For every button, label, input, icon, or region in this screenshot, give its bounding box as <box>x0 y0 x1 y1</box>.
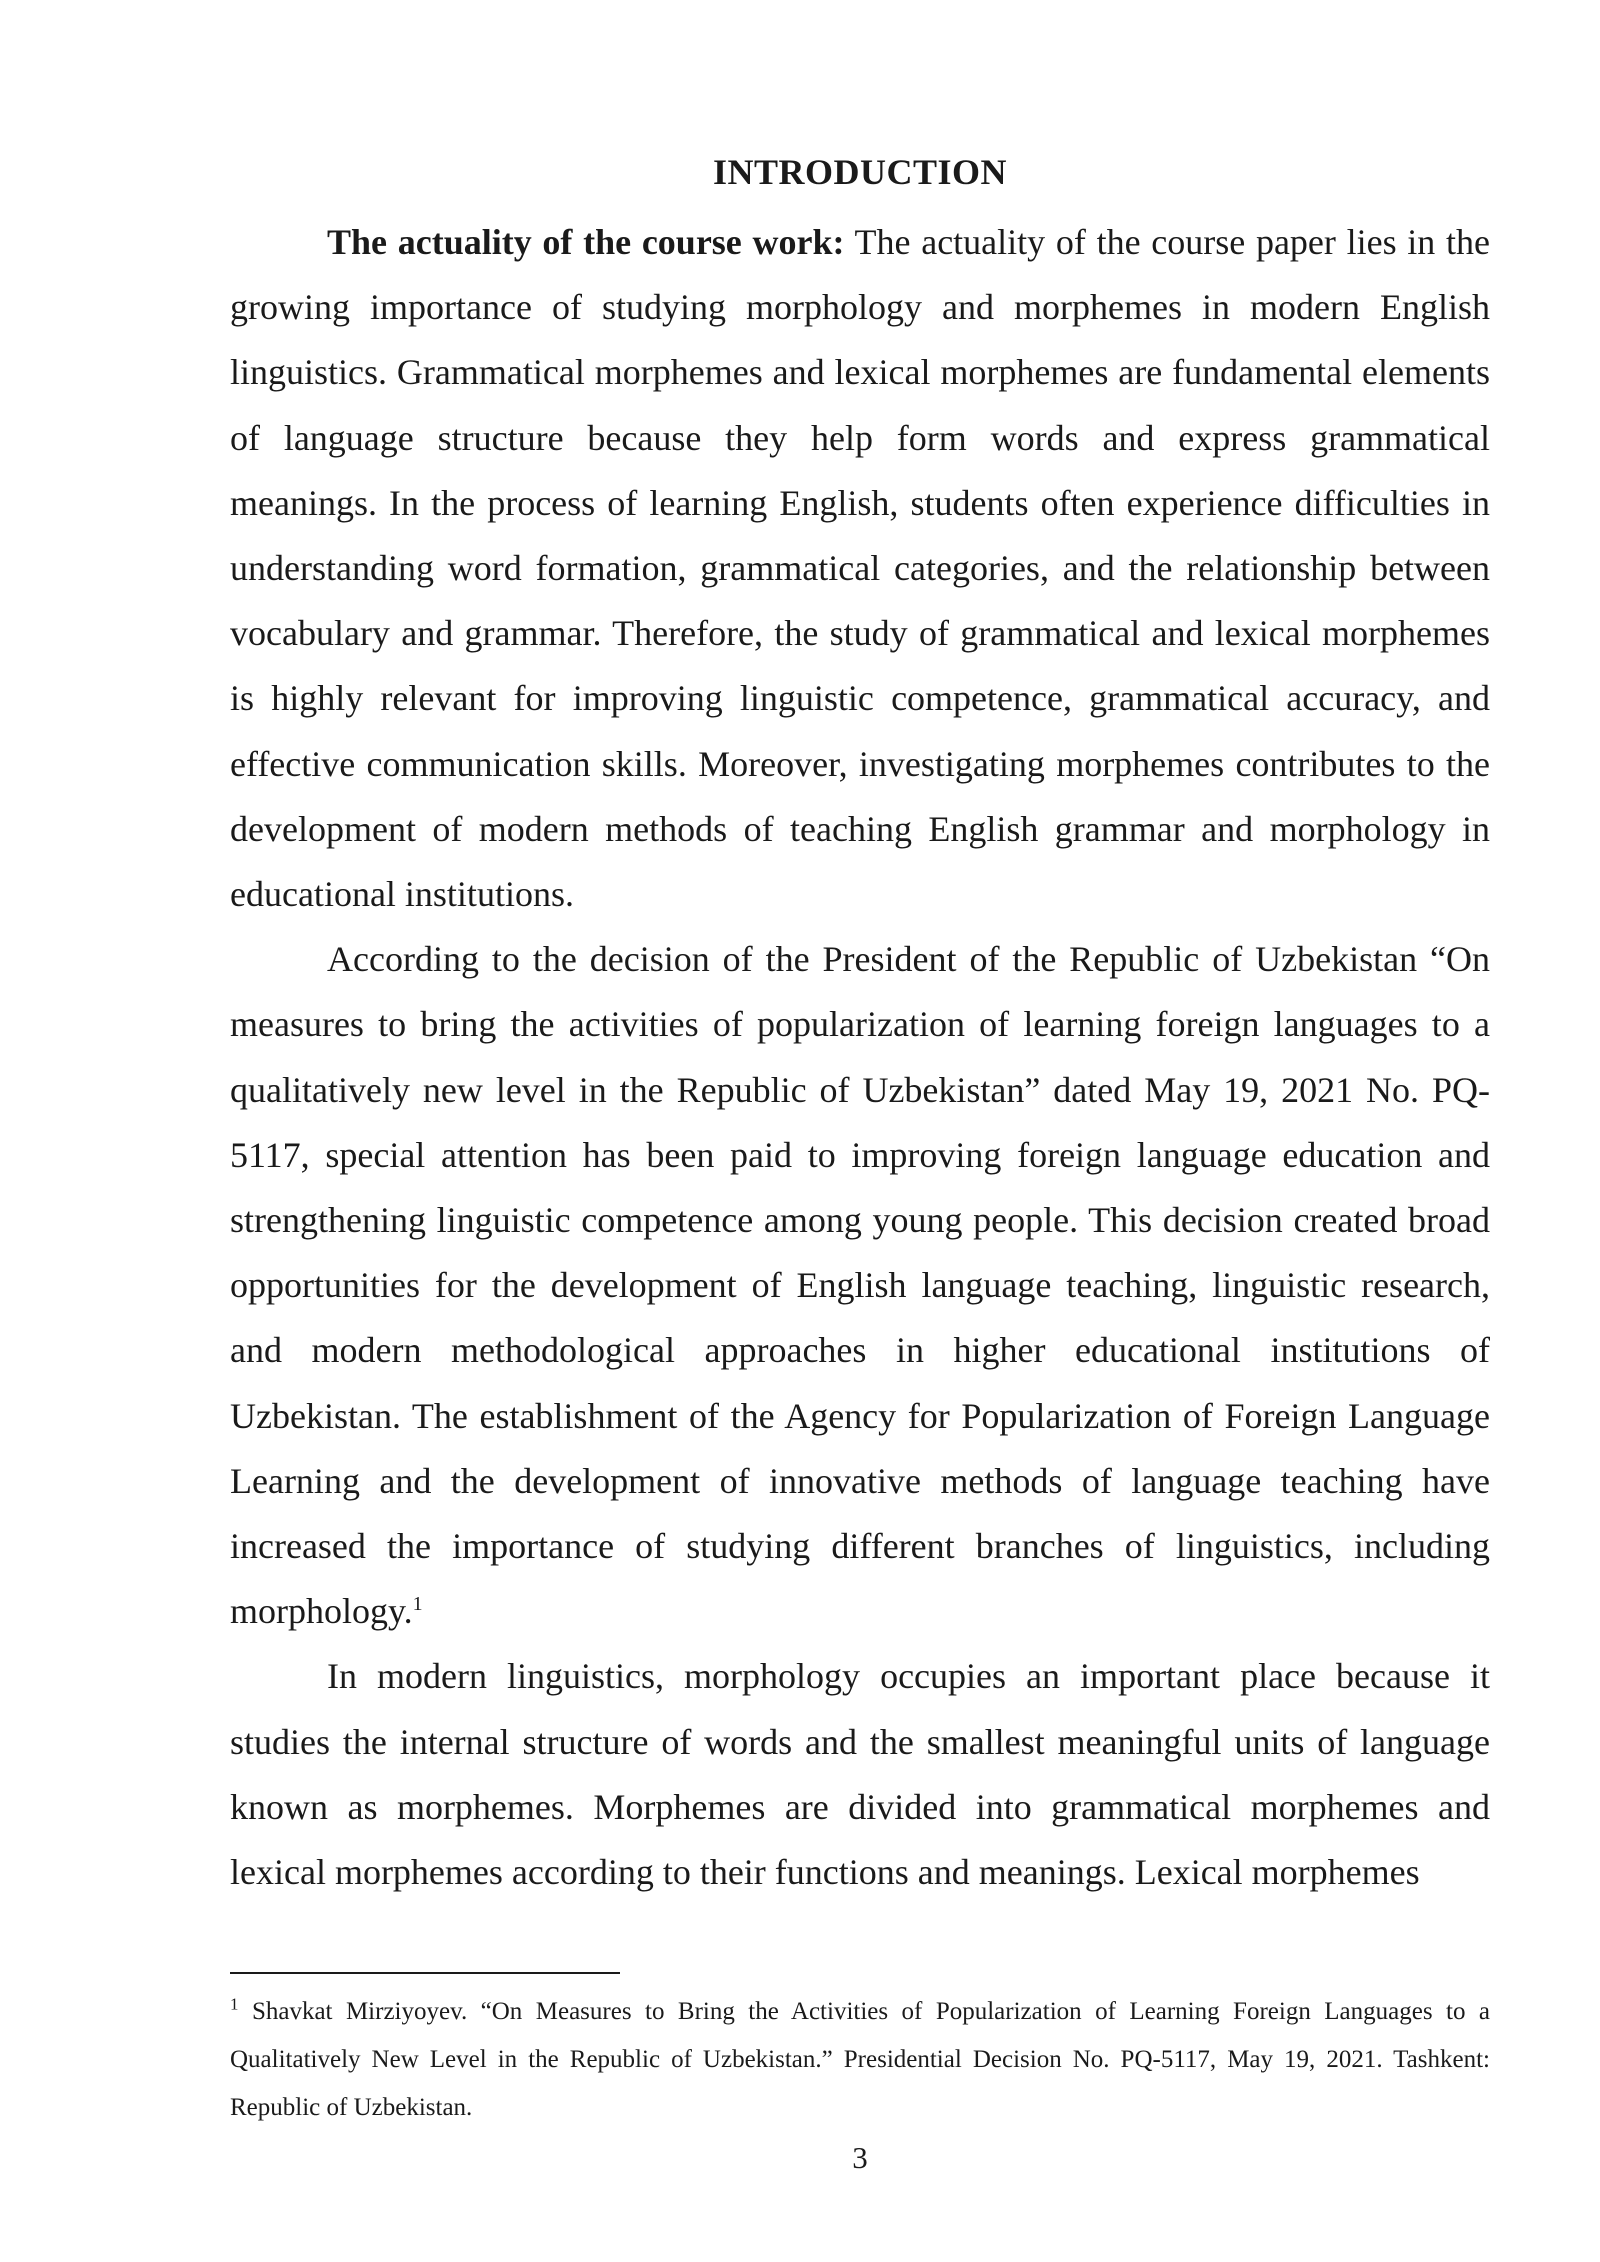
page-title: INTRODUCTION <box>712 152 1008 192</box>
paragraph-morphology <box>230 1644 1490 1905</box>
footnote <box>230 1988 1490 2132</box>
paragraph-decision <box>230 927 1490 1644</box>
heading-container <box>230 150 1490 194</box>
paragraph-lead: The actuality of the course work: <box>327 222 845 262</box>
footnote-separator <box>230 1972 620 1974</box>
footnote-reference[interactable]: 1 <box>412 1593 423 1616</box>
paragraph-text: In modern linguistics, morphology occupies an important place because it studies the internal structure of words and the smallest meaningful units of language known as morphemes. Morphemes are divided into grammatical morphemes and lexical morphemes according to their functions and meanings. Lexical morphemes <box>230 1656 1490 1893</box>
body-text <box>230 210 1490 1905</box>
page-number: 3 <box>852 2140 868 2175</box>
paragraph-text: The actuality of the course paper lies in the growing importance of studying morphology and morphemes in modern English linguistics. Grammatical morphemes and lexical morphemes are fundamental elements of language structure because they help form words and express grammatical meanings. In the process of learning English, students often experience difficulties in understanding word formation, grammatical categories, and the relationship between vocabulary and grammar. Therefore, the study of grammatical and lexical morphemes is highly relevant for improving linguistic competence, grammatical accuracy, and effective communication skills. Moreover, investigating morphemes contributes to the development of modern methods of teaching English grammar and morphology in educational institutions. <box>230 222 1490 915</box>
paragraph-text: According to the decision of the President of the Republic of Uzbekistan “On measures to bring the activities of popularization of learning foreign languages to a qualitatively new level in the Republic of Uzbekistan” dated May 19, 2021 No. PQ-5117, special attention has been paid to improving foreign language education and strengthening linguistic competence among young people. This decision created broad opportunities for the development of English language teaching, linguistic research, and modern methodological approaches in higher educational institutions of Uzbekistan. The establishment of the Agency for Popularization of Foreign Language Learning and the development of innovative methods of language teaching have increased the importance of studying different branches of linguistics, including morphology. <box>230 939 1490 1632</box>
footnote-number: 1 <box>230 1994 239 2014</box>
footnote-text: Shavkat Mirziyoyev. “On Measures to Bring the Activities of Popularization of Learning Foreign Languages to a Qualitatively New Level in the Republic of Uzbekistan.” Presidential Decision No. PQ-5117, May 19, 2021. Tashkent: Republic of Uzbekistan. <box>230 1998 1490 2121</box>
paragraph-actuality <box>230 210 1490 927</box>
